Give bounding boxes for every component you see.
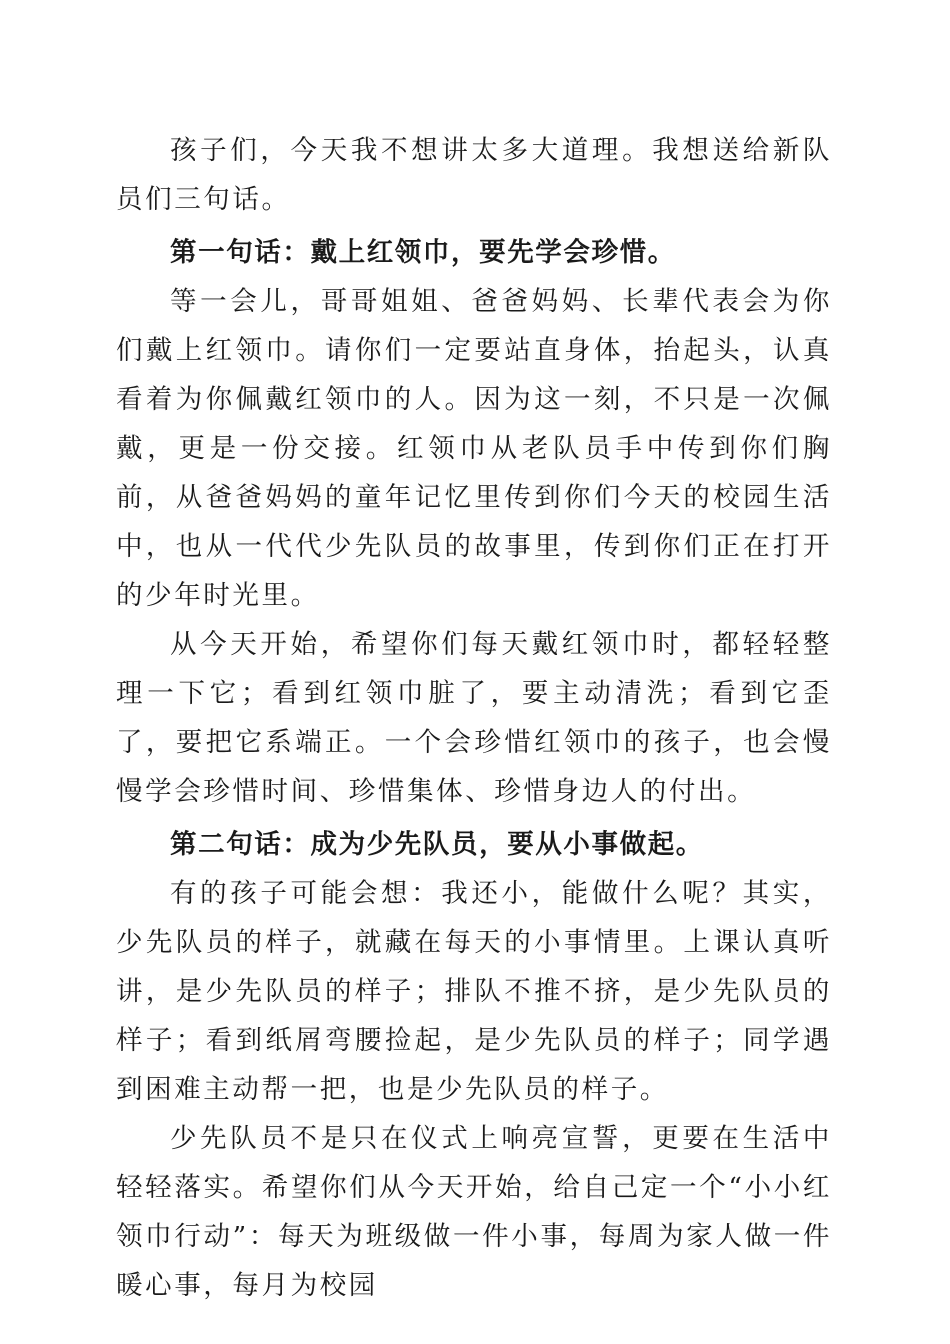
paragraph-cherish: 从今天开始，希望你们每天戴红领巾时，都轻轻整理一下它；看到红领巾脏了，要主动清洗；看到它歪了，要把它系端正。一个会珍惜红领巾的孩子，也会慢慢学会珍惜时间、珍惜集体、珍惜身边人的付出。 <box>116 629 832 807</box>
paragraph-action: 少先队员不是只在仪式上响亮宣誓，更要在生活中轻轻落实。希望你们从今天开始，给自己定一个“小小红领巾行动”：每天为班级做一件小事，每周为家人做一件暖心事，每月为校园 <box>116 1123 832 1301</box>
heading-first-sentence: 第一句话：戴上红领巾，要先学会珍惜。 <box>170 237 676 268</box>
document-body <box>116 126 832 1310</box>
paragraph-small-things: 有的孩子可能会想：我还小，能做什么呢？其实，少先队员的样子，就藏在每天的小事情里。上课认真听讲，是少先队员的样子；排队不推不挤，是少先队员的样子；看到纸屑弯腰捡起，是少先队员的样子；同学遇到困难主动帮一把，也是少先队员的样子。 <box>116 878 832 1105</box>
paragraph-intro: 孩子们，今天我不想讲太多大道理。我想送给新队员们三句话。 <box>116 135 832 215</box>
paragraph-wearing-scarf: 等一会儿，哥哥姐姐、爸爸妈妈、长辈代表会为你们戴上红领巾。请你们一定要站直身体，抬起头，认真看着为你佩戴红领巾的人。因为这一刻，不只是一次佩戴，更是一份交接。红领巾从老队员手中传到你们胸前，从爸爸妈妈的童年记忆里传到你们今天的校园生活中，也从一代代少先队员的故事里，传到你们正在打开的少年时光里。 <box>116 286 832 611</box>
heading-second-sentence: 第二句话：成为少先队员，要从小事做起。 <box>170 829 704 860</box>
